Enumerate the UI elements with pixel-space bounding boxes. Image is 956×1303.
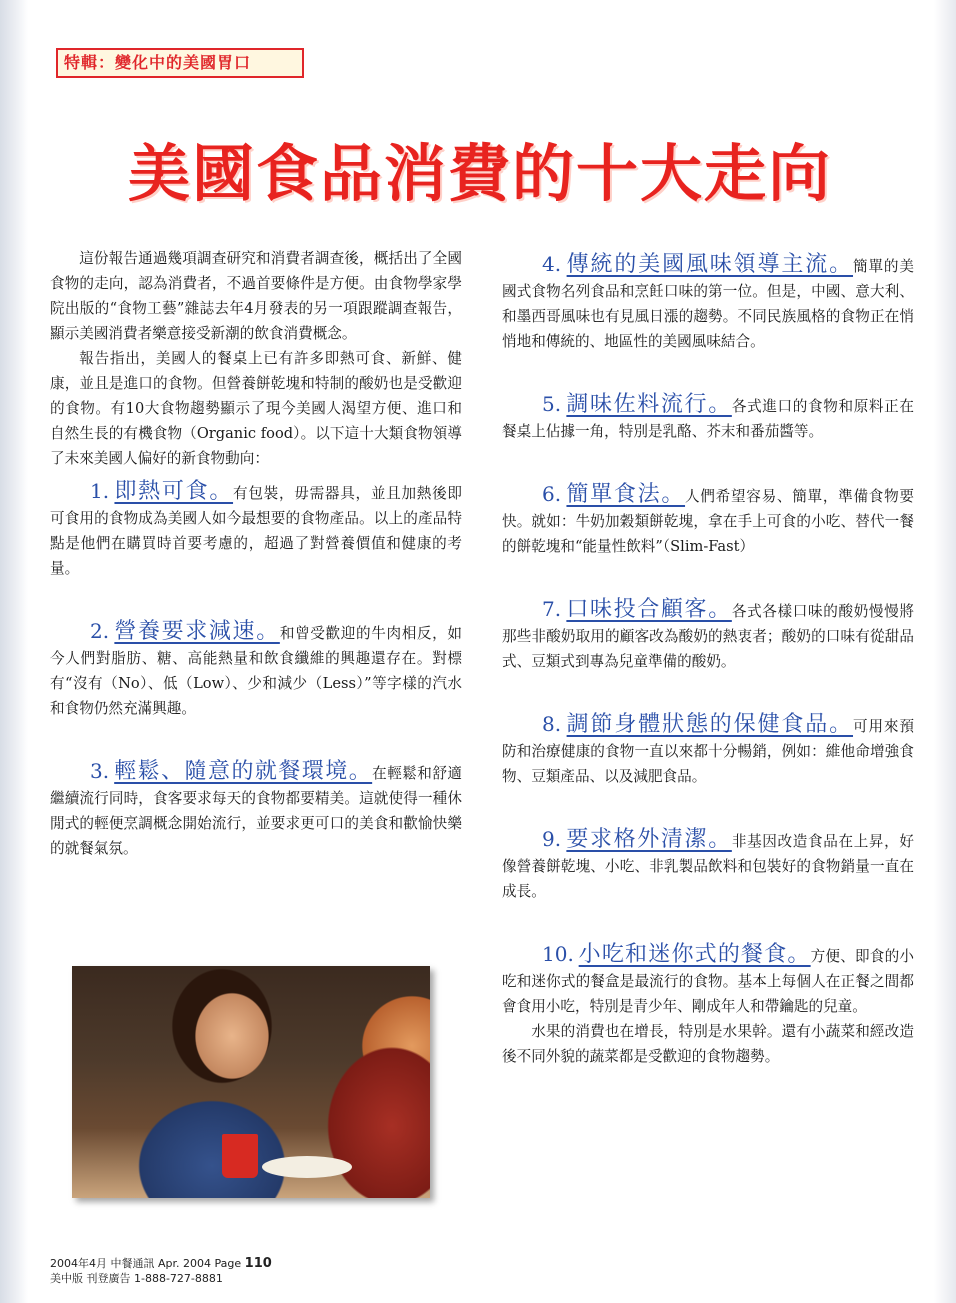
intro-paragraph-1: 這份報告通過幾項調查研究和消費者調查後，概括出了全國食物的走向，認為消費者，不過首要條件是方便。由食物學家學院出版的“食物工藝”雜誌去年4月發表的另一項跟蹤調查報告，顯示美國消費者樂意接受新潮的飲食消費概念。 [50,250,462,342]
footer-ads-label: 刊登廣告 [86,1272,131,1285]
footer-publication: 中餐通訊 [110,1257,155,1270]
page-title: 美國食品消費的十大走向 [127,137,832,210]
trend-item-5 [502,392,914,444]
page-number: 110 [244,1256,272,1271]
left-page-edge [0,0,28,1303]
footer-edition: 美中版 [50,1272,83,1285]
footer-page-label: Page [214,1257,242,1270]
page-footer [50,1256,272,1286]
trend-number: 8. [542,712,562,736]
trend-text: 可用來預防和治療健康的食物一直以來都十分暢銷，例如：維他命增強食物、豆類產品、以及減肥食品。 [502,718,914,785]
intro-paragraph-2: 報告指出，美國人的餐桌上已有許多即熱可食、新鮮、健康，並且是進口的食物。但營養餅乾塊和特制的酸奶也是受歡迎的食物。有10大食物趨勢顯示了現今美國人渴望方便、進口和自然生長的有機食物（Organic food）。以下這十大類食物領導了未來美國人偏好的新食物動向： [50,350,462,467]
right-page-edge [934,0,956,1303]
left-column [50,246,462,861]
plate [262,1156,352,1178]
trend-item-3 [50,759,462,861]
trend-heading: 要求格外清潔。 [566,827,732,852]
footer-line-2 [50,1271,272,1286]
red-cup [222,1134,258,1178]
trend-text: 各式進口的食物和原料正在餐桌上佔據一角，特別是乳酪、芥末和番茄醬等。 [502,398,914,440]
footer-date-en: Apr. 2004 [158,1257,212,1270]
trend-heading: 即熱可食。 [114,479,234,504]
trend-item-8 [502,712,914,789]
trend-number: 6. [542,482,562,506]
trend-text: 有包裝，毋需器具，並且加熱後即可食用的食物成為美國人如今最想要的食物產品。以上的產品特點是他們在購買時首要考慮的，超過了對營養價值和健康的考量。 [50,485,462,577]
trend-item-2 [50,619,462,721]
trend-text: 和曾受歡迎的牛肉相反，如今人們對脂肪、糖、高能熱量和飲食纖維的興趣還存在。對標有“沒有（No）、低（Low）、少和減少（Less）”等字樣的汽水和食物仍然充滿興趣。 [50,625,462,717]
right-column [502,252,914,1069]
trend-item-1 [50,479,462,581]
trend-heading: 傳統的美國風味領導主流。 [566,252,854,277]
trend-heading: 調味佐料流行。 [566,392,732,417]
footer-line-1 [50,1256,272,1271]
trend-number: 5. [542,392,562,416]
trend-text: 方便、即食的小吃和迷你式的餐盒是最流行的食物。基本上每個人在正餐之間都會食用小吃，特別是青少年、剛成年人和帶鑰匙的兒童。 [502,948,914,1015]
trend-text: 非基因改造食品在上昇，好像營養餅乾塊、小吃、非乳製品飲料和包裝好的食物銷量一直在成長。 [502,833,914,900]
trend-number: 2. [90,619,110,643]
closing-paragraph: 水果的消費也在增長，特別是水果幹。還有小蔬菜和經改造後不同外貌的蔬菜都是受歡迎的食物趨勢。 [502,1023,914,1065]
trend-heading: 調節身體狀態的保健食品。 [566,712,854,737]
trend-text: 人們希望容易、簡單，準備食物要快。就如：牛奶加穀類餅乾塊，拿在手上可食的小吃、替代一餐的餅乾塊和“能量性飲料”（Slim-Fast） [502,488,914,555]
trend-number: 10. [542,942,574,966]
trend-item-4 [502,252,914,354]
footer-date: 2004年4月 [50,1257,107,1270]
trend-heading: 輕鬆、隨意的就餐環境。 [114,759,373,784]
trend-number: 1. [90,479,110,503]
diners-photo [72,966,430,1198]
trend-number: 9. [542,827,562,851]
trend-item-9 [502,827,914,904]
trend-heading: 簡單食法。 [566,482,686,507]
trend-heading: 小吃和迷你式的餐食。 [578,942,811,967]
trend-heading: 口味投合顧客。 [566,597,732,622]
trend-heading: 營養要求減速。 [114,619,280,644]
trend-item-10 [502,942,914,1019]
trend-number: 7. [542,597,562,621]
trend-text: 在輕鬆和舒適繼續流行同時，食客要求每天的食物都要精美。這就使得一種休閒式的輕便烹調概念開始流行，並要求更可口的美食和歡愉快樂的就餐氣氛。 [50,765,462,857]
section-tag: 特輯：變化中的美國胃口 [56,48,304,78]
footer-phone: 1-888-727-8881 [134,1272,223,1285]
trend-item-6 [502,482,914,559]
trend-text: 簡單的美國式食物名列食品和烹飪口味的第一位。但是，中國、意大利、和墨西哥風味也有見風日漲的趨勢。不同民族風格的食物正在悄悄地和傳統的、地區性的美國風味結合。 [502,258,914,350]
trend-number: 3. [90,759,110,783]
trend-number: 4. [542,252,562,276]
trend-item-7 [502,597,914,674]
trend-text: 各式各樣口味的酸奶慢慢將那些非酸奶取用的顧客改為酸奶的熱衷者；酸奶的口味有從甜品式、豆類式到專為兒童準備的酸奶。 [502,603,914,670]
